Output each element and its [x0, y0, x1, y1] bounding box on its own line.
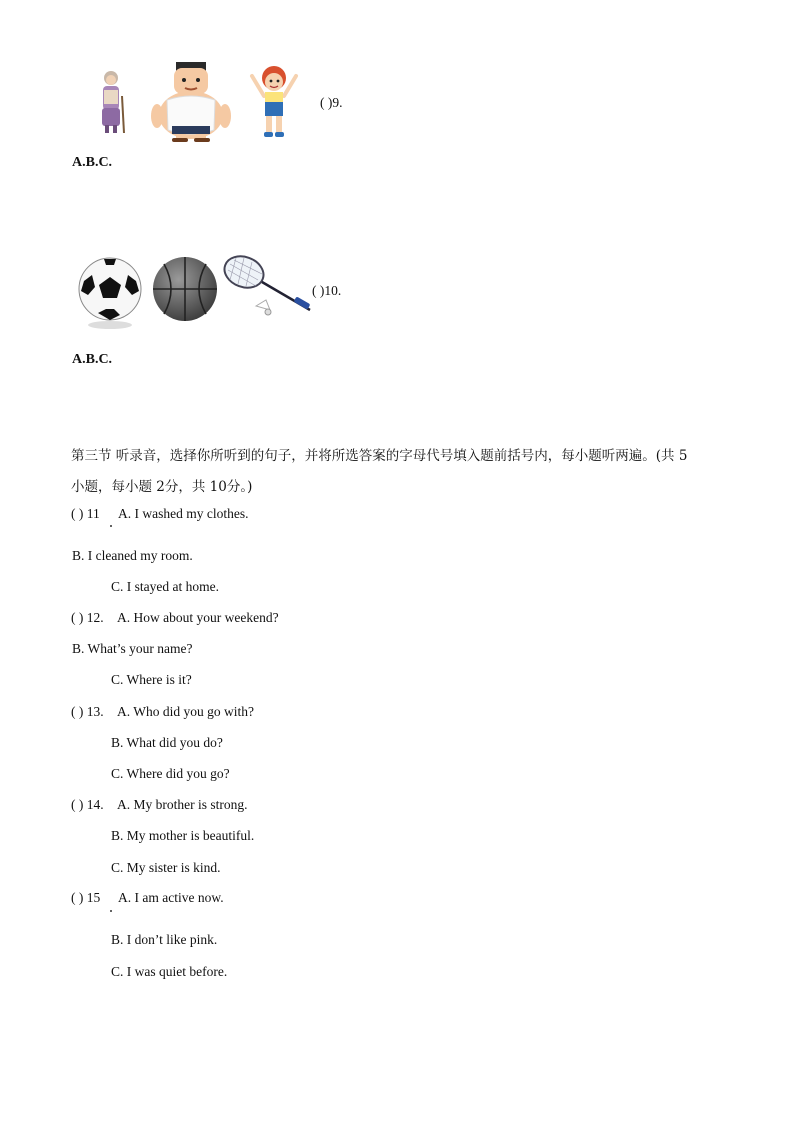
section3-instruction-line1: 第三节 听录音，选择你所听到的句子，并将所选答案的字母代号填入题前括号内，每小题听两遍。(共 5 — [71, 448, 688, 464]
q13-option-c: C. Where did you go? — [111, 766, 230, 781]
q12-option-b: B. What’s your name? — [72, 641, 193, 656]
badminton-racket-picture — [222, 252, 312, 324]
boy-picture — [240, 62, 320, 142]
q10-picture-a — [76, 255, 144, 331]
q10-answer-bracket[interactable]: ( )10. — [312, 283, 342, 298]
section3-instruction-line2: 小题，每小题 2分，共 10分。) — [71, 479, 253, 495]
q14-option-c: C. My sister is kind. — [111, 860, 221, 875]
q11-option-c: C. I stayed at home. — [111, 579, 219, 594]
basketball-picture — [152, 256, 218, 322]
q13-option-a: A. Who did you go with? — [117, 704, 254, 719]
q15-answer-bracket[interactable]: ( ) 15 — [71, 890, 101, 905]
q14-option-b: B. My mother is beautiful. — [111, 828, 255, 843]
q10-picture-b — [152, 256, 218, 322]
q15-option-b: B. I don’t like pink. — [111, 932, 218, 947]
q9-answer-bracket[interactable]: ( )9. — [320, 95, 343, 110]
q14-answer-bracket[interactable]: ( ) 14. — [71, 797, 104, 812]
q12-answer-bracket[interactable]: ( ) 12. — [71, 610, 104, 625]
q10-picture-c — [222, 252, 312, 324]
soccer-ball-picture — [76, 255, 144, 331]
q13-option-b: B. What did you do? — [111, 735, 223, 750]
q9-picture-b — [150, 60, 232, 142]
q12-option-c: C. Where is it? — [111, 672, 192, 687]
q11-option-a: A. I washed my clothes. — [118, 506, 249, 521]
q10-options-line: A.B.C. — [72, 352, 113, 367]
q15-option-a: A. I am active now. — [118, 890, 224, 905]
q14-option-a: A. My brother is strong. — [117, 797, 248, 812]
q9-picture-c — [240, 62, 320, 142]
stray-dot — [110, 525, 112, 527]
q11-answer-bracket[interactable]: ( ) 11 — [71, 506, 100, 521]
stray-dot — [110, 910, 112, 912]
q13-answer-bracket[interactable]: ( ) 13. — [71, 704, 104, 719]
fat-man-picture — [150, 60, 232, 142]
old-woman-picture — [92, 68, 130, 136]
q12-option-a: A. How about your weekend? — [117, 610, 279, 625]
q15-option-c: C. I was quiet before. — [111, 964, 228, 979]
q11-option-b: B. I cleaned my room. — [72, 548, 193, 563]
q9-picture-a — [92, 68, 130, 136]
q9-options-line: A.B.C. — [72, 155, 113, 170]
